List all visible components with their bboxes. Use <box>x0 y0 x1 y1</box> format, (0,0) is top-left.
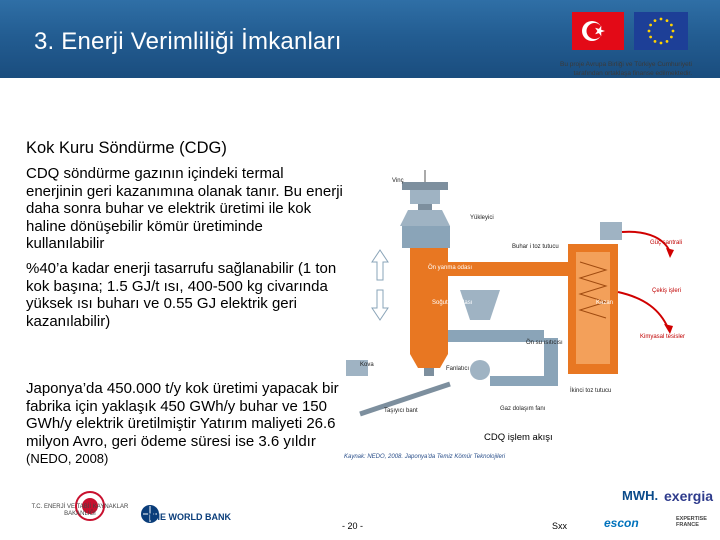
page-number: - 20 - <box>342 521 364 531</box>
eu-star-icon <box>649 36 652 39</box>
eu-star-icon <box>672 30 675 33</box>
ministry-logo <box>20 488 132 536</box>
label-power-plant: Güç santrali <box>650 240 683 246</box>
eu-star-icon <box>660 42 663 45</box>
funding-line-1: Bu proje Avrupa Birliği ve Türkiye Cumhuriyeti <box>560 61 692 68</box>
eu-star-icon <box>660 18 663 21</box>
world-bank-text: THE WORLD BANK <box>148 512 231 522</box>
footer-date: Sxx <box>552 521 568 531</box>
diagram-source: Kaynak: NEDO, 2008. Japonya'da Temiz Kömür Teknolojileri <box>344 454 506 460</box>
ministry-logo-text: T.C. ENERJİ VE TABİİ KAYNAKLAR BAKANLIĞI <box>31 504 129 517</box>
label-boiler: Kazan <box>596 300 614 306</box>
label-pre-chamber: Ön yanma odası <box>428 265 473 271</box>
label-cooling-chamber: Soğutma odası <box>432 300 473 306</box>
turkey-flag-icon <box>572 12 624 50</box>
escon-logo: escon <box>604 516 639 530</box>
label-preheater: Ön su ısıtıcısı <box>526 340 563 346</box>
eu-star-icon <box>670 24 673 27</box>
label-steam-dust: Buhar i toz tutucu <box>512 244 559 250</box>
eu-star-icon <box>666 19 669 22</box>
label-chemical-plants: Kimyasal tesisler <box>640 334 686 340</box>
label-conveyor: Taşıyıcı bant <box>384 408 418 414</box>
funding-note <box>482 60 692 78</box>
footer-logos <box>0 488 720 540</box>
label-crane: Vinç <box>392 178 404 184</box>
eu-star-icon <box>670 36 673 39</box>
label-bucket: Kova <box>360 362 374 368</box>
eu-star-icon <box>649 24 652 27</box>
exergia-logo: exergia <box>664 488 714 504</box>
cdq-process-diagram <box>340 170 712 450</box>
mwh-logo: MWH. <box>622 488 659 503</box>
eu-star-icon <box>666 40 669 43</box>
section-title: Kok Kuru Söndürme (CDG) <box>26 139 227 157</box>
funding-line-2: tarafından ortaklaşa finanse edilmektedir. <box>573 70 692 77</box>
eu-star-icon <box>654 19 657 22</box>
slide-title: 3. Enerji Verimliliği İmkanları <box>34 28 342 55</box>
paragraph-japan-text: Japonya’da 450.000 t/y kok üretimi yapacak bir fabrika için yaklaşık 450 GWh/y buhar ve 150 GWh/y elektrik üretilmiştir Yatırım maliyeti 26.6 milyon Avro, geri ödeme süresi ise 3.6 yıldır <box>26 380 339 450</box>
paragraph-japan-example <box>26 380 344 468</box>
label-gas-fan: Gaz dolaşım fanı <box>500 406 546 412</box>
label-second-dust: İkinci toz tutucu <box>570 388 612 394</box>
world-bank-logo <box>140 496 240 532</box>
label-draft-works: Çekiş işleri <box>652 288 682 294</box>
expertise-france-logo: EXPERTISE FRANCE <box>676 516 707 528</box>
label-loader: Yükleyici <box>470 215 494 221</box>
paragraph-heat-recovery: CDQ söndürme gazının içindeki termal enerjinin geri kazanımına olanak tanır. Bu enerji daha sonra buhar ve elektrik üretimi ile kok haline dönüşebilir kömür üretiminde kullanılabilir <box>26 165 343 252</box>
eu-star-icon <box>654 40 657 43</box>
paragraph-savings: %40’a kadar enerji tasarrufu sağlanabilir (1 ton kok başına; 1.5 GJ/t ısı, 400-500 kg civarında yüksek ısı buharı ve 0.55 GJ elektrik geri kazanılabilir) <box>26 260 337 330</box>
eu-star-icon <box>648 30 651 33</box>
eu-flag-icon <box>634 12 688 50</box>
diagram-caption: CDQ işlem akışı <box>484 432 553 443</box>
label-fans: Fanlatıcı <box>446 366 470 372</box>
paragraph-japan-source: (NEDO, 2008) <box>26 451 109 466</box>
